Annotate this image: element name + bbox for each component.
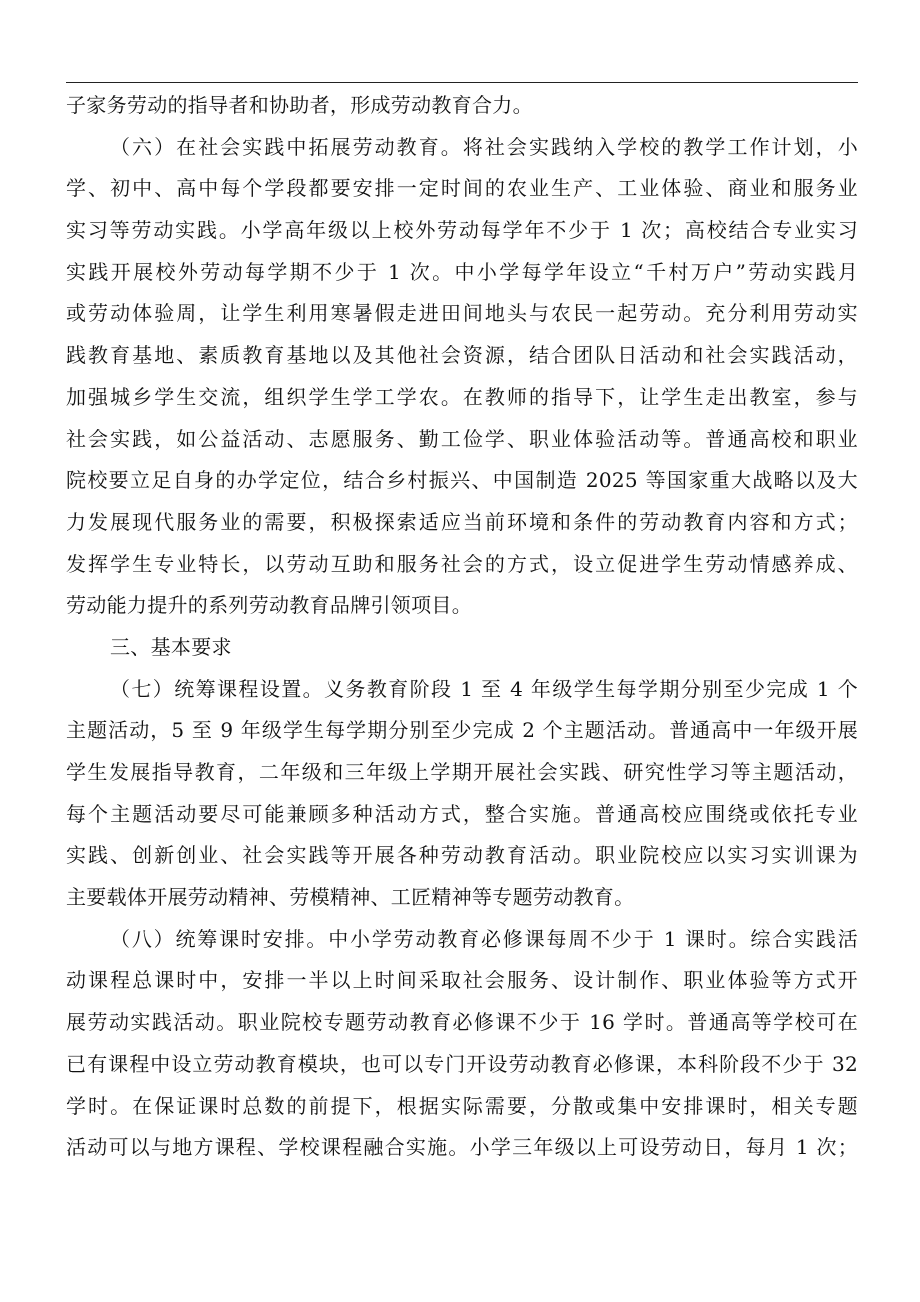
paragraph-7-heading-line: （七）统筹课程设置。义务教育阶段 1 至 4 年级学生每学期分别至少完成 1 个 xyxy=(110,676,858,701)
header-rule xyxy=(66,82,858,83)
text-line: 或劳动体验周，让学生利用寒暑假走进田间地头与农民一起劳动。充分利用劳动实 xyxy=(66,301,858,326)
paragraph-6-heading-line: （六）在社会实践中拓展劳动教育。将社会实践纳入学校的教学工作计划，小 xyxy=(110,134,858,159)
text-line: 活动可以与地方课程、学校课程融合实施。小学三年级以上可设劳动日，每月 1 次； xyxy=(66,1135,858,1160)
text-line: 劳动能力提升的系列劳动教育品牌引领项目。 xyxy=(66,593,472,618)
text-line: 社会实践，如公益活动、志愿服务、勤工俭学、职业体验活动等。普通高校和职业 xyxy=(66,426,858,451)
text-line: 学、初中、高中每个学段都要安排一定时间的农业生产、工业体验、商业和服务业 xyxy=(66,176,858,201)
text-line: 展劳动实践活动。职业院校专题劳动教育必修课不少于 16 学时。普通高等学校可在 xyxy=(66,1010,858,1035)
text-line: 实践、创新创业、社会实践等开展各种劳动教育活动。职业院校应以实习实训课为 xyxy=(66,843,858,868)
text-line: 动课程总课时中，安排一半以上时间采取社会服务、设计制作、职业体验等方式开 xyxy=(66,968,858,993)
text-line: 学时。在保证课时总数的前提下，根据实际需要，分散或集中安排课时，相关专题 xyxy=(66,1093,858,1118)
document-body xyxy=(66,85,858,1169)
text-line: 加强城乡学生交流，组织学生学工学农。在教师的指导下，让学生走出教室，参与 xyxy=(66,384,858,409)
text-line: 院校要立足自身的办学定位，结合乡村振兴、中国制造 2025 等国家重大战略以及大 xyxy=(66,468,858,493)
text-line: 子家务劳动的指导者和协助者，形成劳动教育合力。 xyxy=(66,93,533,117)
text-line: 每个主题活动要尽可能兼顾多种活动方式，整合实施。普通高校应围绕或依托专业 xyxy=(66,801,858,826)
paragraph-8-heading-line: （八）统筹课时安排。中小学劳动教育必修课每周不少于 1 课时。综合实践活 xyxy=(110,926,858,951)
text-line: 力发展现代服务业的需要，积极探索适应当前环境和条件的劳动教育内容和方式； xyxy=(66,509,858,534)
text-line: 发挥学生专业特长，以劳动互助和服务社会的方式，设立促进学生劳动情感养成、 xyxy=(66,551,858,576)
text-line: 实习等劳动实践。小学高年级以上校外劳动每学年不少于 1 次；高校结合专业实习 xyxy=(66,218,858,243)
text-line: 实践开展校外劳动每学期不少于 1 次。中小学每学年设立“千村万户”劳动实践月 xyxy=(66,259,858,284)
section-heading: 三、基本要求 xyxy=(110,634,232,659)
text-line: 学生发展指导教育，二年级和三年级上学期开展社会实践、研究性学习等主题活动， xyxy=(66,760,858,784)
text-line: 已有课程中设立劳动教育模块，也可以专门开设劳动教育必修课，本科阶段不少于 32 xyxy=(66,1051,858,1076)
text-line: 主题活动，5 至 9 年级学生每学期分别至少完成 2 个主题活动。普通高中一年级开展 xyxy=(66,718,858,743)
text-line: 践教育基地、素质教育基地以及其他社会资源，结合团队日活动和社会实践活动， xyxy=(66,343,858,368)
text-line: 主要载体开展劳动精神、劳模精神、工匠精神等专题劳动教育。 xyxy=(66,885,635,910)
